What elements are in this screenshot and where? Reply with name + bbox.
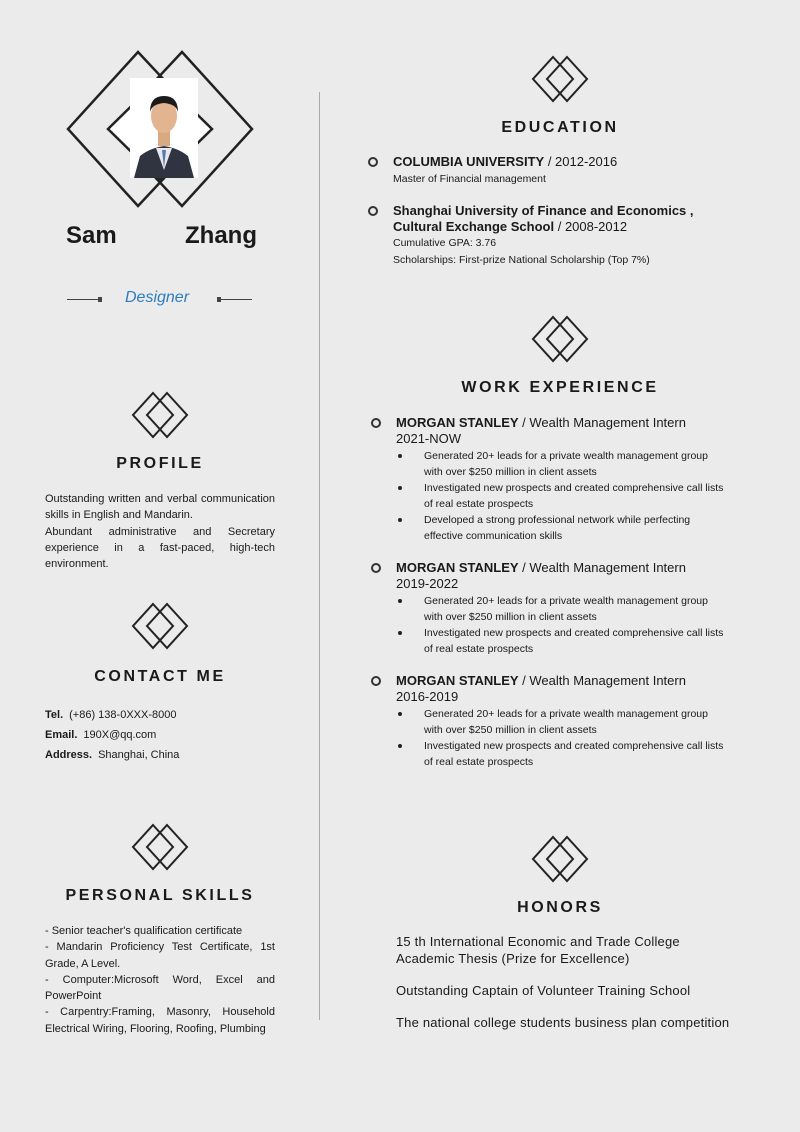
education-years: 2008-2012 [564, 219, 628, 234]
list-item: - Computer:Microsoft Word, Excel and PowerPoint [45, 973, 275, 1003]
first-name: Sam [66, 222, 117, 249]
circle-bullet-icon [368, 206, 378, 216]
job-period: 2019-2022 [396, 576, 459, 591]
job-bullet: Generated 20+ leads for a private wealth management group with over $250 million in client assets [424, 708, 708, 736]
last-name: Zhang [185, 222, 257, 249]
bullet-dot-icon [398, 712, 402, 716]
skills-title: PERSONAL SKILLS [65, 887, 255, 904]
school-name: Shanghai University of Finance and Economics , [393, 203, 694, 218]
role-title: Designer [125, 289, 190, 306]
job-bullet: Investigated new prospects and created comprehensive call lists of real estate prospects [424, 627, 724, 655]
profile-paragraph: Abundant administrative and Secretary experience in a fast-paced, high-tech environment. [45, 525, 275, 571]
job-bullet: Generated 20+ leads for a private wealth management group with over $250 million in client assets [424, 595, 708, 623]
diamond-icon [130, 601, 190, 651]
job-position: / Wealth Management Intern [518, 560, 686, 575]
tel-value[interactable]: (+86) 138-0XXX-8000 [69, 709, 177, 721]
education-detail: Cumulative GPA: 3.76 [393, 237, 497, 249]
job-bullet: Developed a strong professional network while perfecting effective communication skills [424, 514, 691, 542]
list-item: - Mandarin Proficiency Test Certificate, 1st Grade, A Level. [45, 941, 275, 970]
profile-paragraph: Outstanding written and verbal communication skills in English and Mandarin. [45, 493, 275, 522]
company-name: MORGAN STANLEY [396, 560, 519, 575]
bullet-dot-icon [398, 599, 402, 603]
role-arrow-left [67, 299, 101, 300]
diamond-icon [530, 54, 590, 104]
diamond-icon [130, 822, 190, 872]
bullet-dot-icon [398, 486, 402, 490]
honor-item: Outstanding Captain of Volunteer Training School [396, 983, 691, 998]
bullet-dot-icon [398, 744, 402, 748]
email-label: Email. [45, 729, 78, 741]
honor-item: 15 th International Economic and Trade College Academic Thesis (Prize for Excellence) [396, 934, 680, 966]
contact-email [45, 729, 156, 741]
job-header [396, 415, 716, 431]
job-position: / Wealth Management Intern [518, 673, 686, 688]
education-years: 2012-2016 [555, 154, 618, 169]
avatar [130, 78, 198, 178]
job-period: 2021-NOW [396, 431, 462, 446]
address-label: Address. [45, 749, 93, 761]
job-header [396, 560, 716, 576]
education-entry-header: COLUMBIA UNIVERSITY / 2012-2016 [393, 154, 618, 169]
education-detail: Master of Financial management [393, 173, 546, 185]
address-value: Shanghai, China [98, 749, 180, 761]
diamond-icon [530, 314, 590, 364]
education-detail: Scholarships: First-prize National Scholarship (Top 7%) [393, 254, 650, 266]
job-position: / Wealth Management Intern [518, 415, 686, 430]
job-bullet: Generated 20+ leads for a private wealth management group with over $250 million in client assets [424, 450, 708, 478]
honors-title: HONORS [517, 899, 603, 916]
contact-tel [45, 709, 176, 721]
contact-title: CONTACT ME [94, 668, 226, 685]
circle-bullet-icon [371, 418, 381, 428]
job-bullet: Investigated new prospects and created comprehensive call lists of real estate prospects [424, 740, 724, 768]
email-value[interactable]: 190X@qq.com [83, 729, 157, 741]
profile-title: PROFILE [116, 455, 204, 472]
circle-bullet-icon [371, 676, 381, 686]
work-title: WORK EXPERIENCE [461, 379, 659, 396]
profile-hero [60, 44, 260, 214]
school-name-line2: Cultural Exchange School [393, 219, 555, 234]
education-entry-header [393, 203, 694, 219]
profile-summary [45, 491, 275, 572]
diamond-icon [530, 834, 590, 884]
education-entry-header-line2: Cultural Exchange School / 2008-2012 [393, 219, 628, 234]
school-name: COLUMBIA UNIVERSITY [393, 154, 545, 169]
circle-bullet-icon [368, 157, 378, 167]
list-item: - Senior teacher's qualification certificate [45, 925, 243, 937]
job-bullet: Investigated new prospects and created comprehensive call lists of real estate prospects [424, 482, 724, 510]
list-item: - Carpentry:Framing, Masonry, Household Electrical Wiring, Flooring, Roofing, Plumbing [45, 1006, 275, 1035]
job-period: 2016-2019 [396, 689, 459, 704]
contact-address [45, 749, 179, 761]
role-arrow-right [218, 299, 252, 300]
honor-item: The national college students business plan competition [396, 1015, 730, 1030]
company-name: MORGAN STANLEY [396, 673, 519, 688]
company-name: MORGAN STANLEY [396, 415, 519, 430]
tel-label: Tel. [45, 709, 64, 721]
bullet-dot-icon [398, 454, 402, 458]
skills-list [45, 923, 275, 1037]
bullet-dot-icon [398, 631, 402, 635]
column-divider [319, 92, 320, 1020]
job-header [396, 673, 716, 689]
education-title: EDUCATION [501, 119, 619, 136]
bullet-dot-icon [398, 518, 402, 522]
diamond-icon [130, 390, 190, 440]
circle-bullet-icon [371, 563, 381, 573]
